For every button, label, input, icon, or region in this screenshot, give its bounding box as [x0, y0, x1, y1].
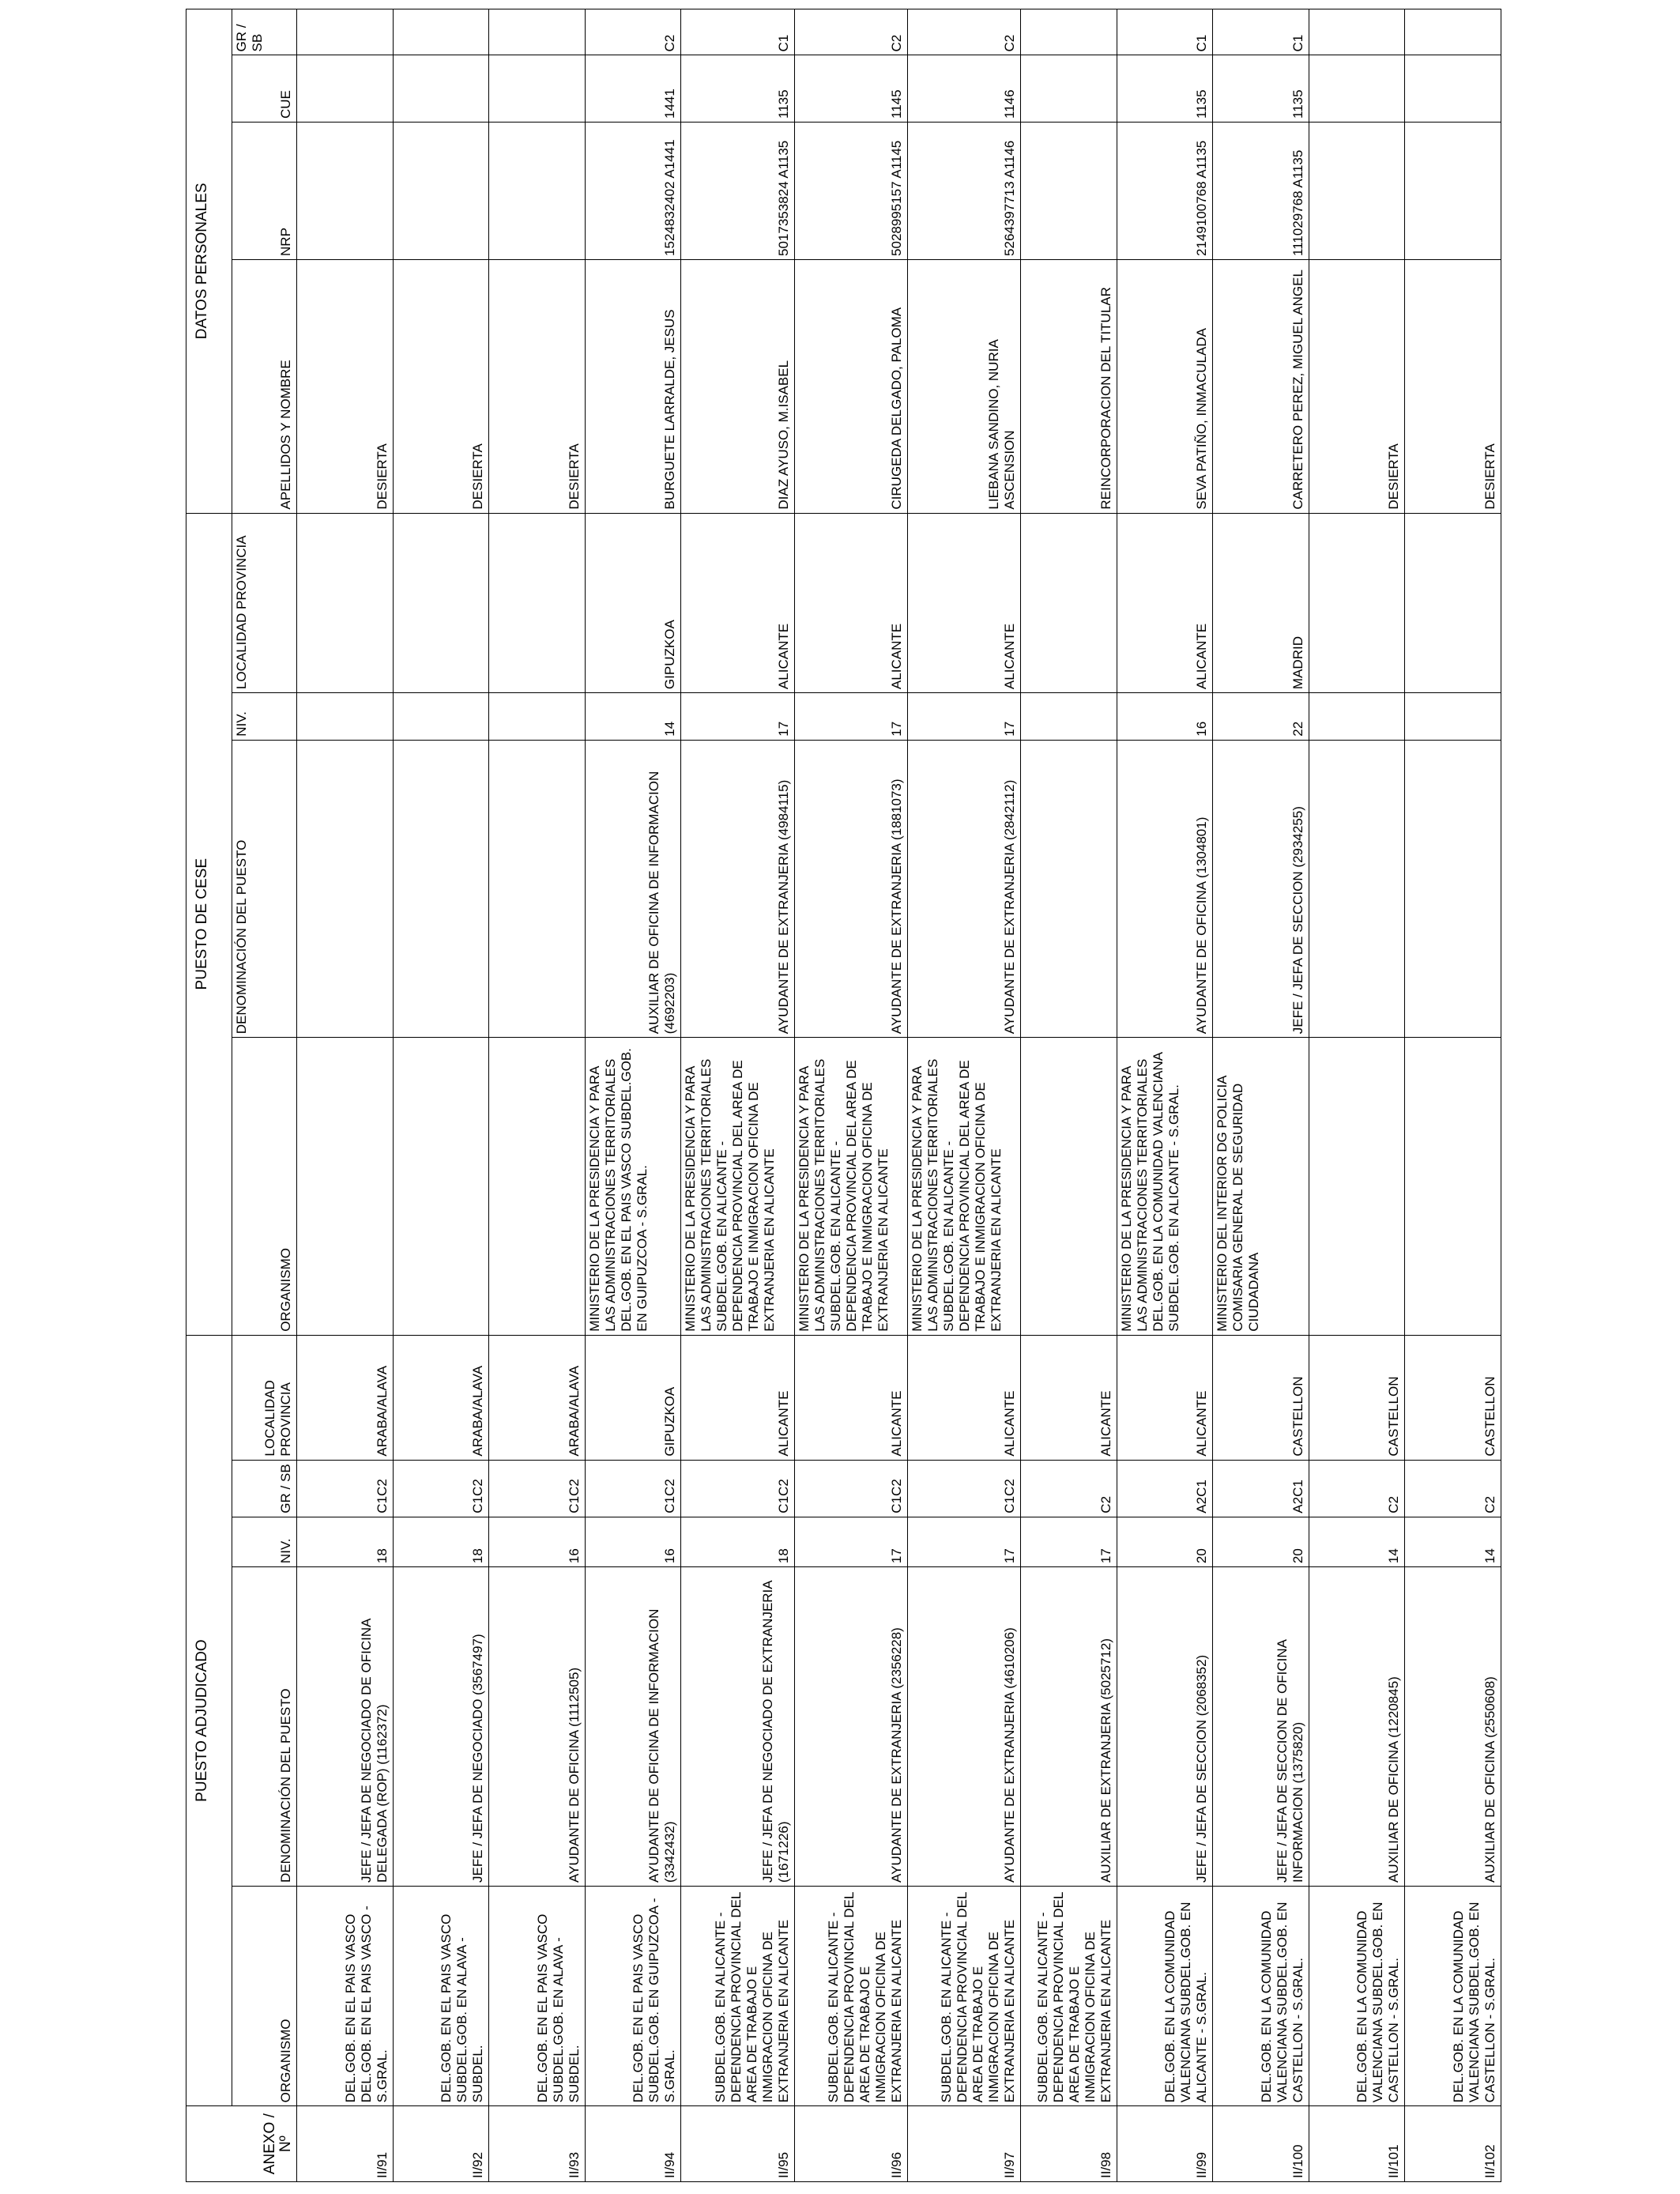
cell-cese-organismo — [393, 1038, 489, 1336]
cell-cue — [489, 55, 586, 123]
table-row — [1213, 9, 1309, 2182]
cell-adj-grsb: C1C2 — [585, 1460, 681, 1517]
cell-grsb — [393, 9, 489, 56]
table-row — [585, 9, 681, 2182]
cell-cese-niv: 22 — [1213, 693, 1309, 741]
cell-anexo: II/102 — [1405, 2106, 1501, 2182]
cell-cese-denominacion: AYUDANTE DE EXTRANJERIA (1881073) — [794, 740, 907, 1038]
cell-cese-organismo: MINISTERIO DE LA PRESIDENCIA Y PARA LAS ADMINISTRACIONES TERRITORIALES DEL.GOB. EN LA COMUNIDAD VALENCIANA SUBDEL.GOB. EN ALICANTE - S.GRAL. — [1117, 1038, 1213, 1336]
cell-cese-denominacion — [1020, 740, 1117, 1038]
cell-nrp: 5017353824 A1135 — [681, 123, 794, 260]
cell-cue: 1146 — [907, 55, 1020, 123]
cell-grsb: C2 — [794, 9, 907, 56]
cell-cese-niv: 16 — [1117, 693, 1213, 741]
cell-nrp: 5028995157 A1145 — [794, 123, 907, 260]
header-cese-localidad: LOCALIDAD PROVINCIA — [232, 513, 297, 692]
cell-adj-denominacion: AYUDANTE DE OFICINA (1112505) — [489, 1567, 586, 1887]
cell-adj-denominacion: AUXILIAR DE EXTRANJERIA (5025712) — [1020, 1567, 1117, 1887]
cell-cese-localidad: MADRID — [1213, 513, 1309, 692]
cell-adj-grsb: A2C1 — [1117, 1460, 1213, 1517]
table-row — [1020, 9, 1117, 2182]
cell-adj-organismo: SUBDEL.GOB. EN ALICANTE - DEPENDENCIA PROVINCIAL DEL AREA DE TRABAJO E INMIGRACION OFICINA DE EXTRANJERIA EN ALICANTE — [681, 1886, 794, 2105]
cell-cese-organismo: MINISTERIO DE LA PRESIDENCIA Y PARA LAS ADMINISTRACIONES TERRITORIALES DEL.GOB. EN EL PAIS VASCO SUBDEL.GOB. EN GUIPUZCOA - S.GRAL. — [585, 1038, 681, 1336]
cell-cue: 1145 — [794, 55, 907, 123]
cell-cese-niv — [489, 693, 586, 741]
table-row — [297, 9, 394, 2182]
cell-adj-organismo: DEL.GOB. EN LA COMUNIDAD VALENCIANA SUBDEL.GOB. EN CASTELLON - S.GRAL. — [1405, 1886, 1501, 2105]
cell-apellidos: CIRUGEDA DELGADO, PALOMA — [794, 259, 907, 513]
header-adj-organismo: ORGANISMO — [232, 1886, 297, 2105]
cell-adj-niv: 16 — [489, 1517, 586, 1566]
cell-adj-denominacion: AUXILIAR DE OFICINA (1220845) — [1309, 1567, 1405, 1887]
cell-apellidos: DESIERTA — [393, 259, 489, 513]
cell-adj-grsb: C2 — [1020, 1460, 1117, 1517]
cell-adj-denominacion: AYUDANTE DE EXTRANJERIA (4610206) — [907, 1567, 1020, 1887]
cell-cese-niv: 17 — [794, 693, 907, 741]
cell-cese-organismo — [297, 1038, 394, 1336]
cell-cese-denominacion: AYUDANTE DE EXTRANJERIA (4984115) — [681, 740, 794, 1038]
cell-adj-niv: 18 — [297, 1517, 394, 1566]
cell-cese-localidad — [1405, 513, 1501, 692]
cell-anexo: II/94 — [585, 2106, 681, 2182]
cell-cese-denominacion — [1309, 740, 1405, 1038]
header-anexo: ANEXO / Nº — [186, 2106, 297, 2182]
table-row — [393, 9, 489, 2182]
cell-cese-organismo — [1020, 1038, 1117, 1336]
cell-adj-organismo: DEL.GOB. EN EL PAIS VASCO SUBDEL.GOB. EN ALAVA - SUBDEL. — [393, 1886, 489, 2105]
cell-cese-denominacion: AYUDANTE DE OFICINA (1304801) — [1117, 740, 1213, 1038]
cell-cese-organismo: MINISTERIO DE LA PRESIDENCIA Y PARA LAS ADMINISTRACIONES TERRITORIALES SUBDEL.GOB. EN ALICANTE - DEPENDENCIA PROVINCIAL DEL AREA DE TRABAJO E INMIGRACION OFICINA DE EXTRANJERIA EN ALICANTE — [681, 1038, 794, 1336]
cell-cese-niv — [297, 693, 394, 741]
header-apellidos: APELLIDOS Y NOMBRE — [232, 259, 297, 513]
cell-apellidos: CARRETERO PEREZ, MIGUEL ANGEL — [1213, 259, 1309, 513]
cell-cese-organismo — [1405, 1038, 1501, 1336]
cell-apellidos: DESIERTA — [1405, 259, 1501, 513]
cell-nrp: 5264397713 A1146 — [907, 123, 1020, 260]
cell-nrp — [489, 123, 586, 260]
cell-adj-grsb: C1C2 — [297, 1460, 394, 1517]
cell-adj-organismo: DEL.GOB. EN EL PAIS VASCO DEL.GOB. EN EL PAIS VASCO - S.GRAL. — [297, 1886, 394, 2105]
cell-cese-denominacion: JEFE / JEFA DE SECCION (2934255) — [1213, 740, 1309, 1038]
cell-adj-grsb: C1C2 — [489, 1460, 586, 1517]
cell-adj-denominacion: JEFE / JEFA DE SECCION DE OFICINA INFORMACION (1375820) — [1213, 1567, 1309, 1887]
table-row — [489, 9, 586, 2182]
cell-adj-denominacion: JEFE / JEFA DE NEGOCIADO DE OFICINA DELEGADA (ROP) (1162372) — [297, 1567, 394, 1887]
cell-grsb: C2 — [585, 9, 681, 56]
cell-nrp — [297, 123, 394, 260]
cell-grsb: C2 — [907, 9, 1020, 56]
header-cue: CUE — [232, 55, 297, 123]
cell-cese-niv: 17 — [681, 693, 794, 741]
cell-cue: 1135 — [1117, 55, 1213, 123]
cell-apellidos: SEVA PATIÑO, INMACULADA — [1117, 259, 1213, 513]
cell-grsb — [297, 9, 394, 56]
cell-nrp — [1309, 123, 1405, 260]
cell-nrp — [393, 123, 489, 260]
cell-adj-grsb: C2 — [1405, 1460, 1501, 1517]
cell-cese-localidad — [489, 513, 586, 692]
cell-adj-grsb: C2 — [1309, 1460, 1405, 1517]
cell-adj-niv: 16 — [585, 1517, 681, 1566]
cell-nrp: 1524832402 A1441 — [585, 123, 681, 260]
cell-grsb — [1309, 9, 1405, 56]
cell-adj-localidad: ALICANTE — [1117, 1335, 1213, 1460]
cell-anexo: II/99 — [1117, 2106, 1213, 2182]
cell-adj-localidad: ALICANTE — [794, 1335, 907, 1460]
cell-apellidos: LIEBANA SANDINO, NURIA ASCENSION — [907, 259, 1020, 513]
cell-adj-localidad: GIPUZKOA — [585, 1335, 681, 1460]
cell-adj-organismo: SUBDEL.GOB. EN ALICANTE - DEPENDENCIA PROVINCIAL DEL AREA DE TRABAJO E INMIGRACION OFICINA DE EXTRANJERIA EN ALICANTE — [907, 1886, 1020, 2105]
cell-cese-denominacion — [1405, 740, 1501, 1038]
cell-adj-grsb: C1C2 — [907, 1460, 1020, 1517]
cell-adj-denominacion: JEFE / JEFA DE NEGOCIADO (3567497) — [393, 1567, 489, 1887]
cell-cue — [297, 55, 394, 123]
cell-cese-localidad: ALICANTE — [1117, 513, 1213, 692]
cell-apellidos: DESIERTA — [1309, 259, 1405, 513]
cell-cese-localidad: ALICANTE — [794, 513, 907, 692]
cell-apellidos: REINCORPORACION DEL TITULAR — [1020, 259, 1117, 513]
cell-adj-niv: 20 — [1213, 1517, 1309, 1566]
cell-cese-denominacion — [489, 740, 586, 1038]
cell-cese-localidad: GIPUZKOA — [585, 513, 681, 692]
table-row — [681, 9, 794, 2182]
header-cese-denominacion: DENOMINACIÓN DEL PUESTO — [232, 740, 297, 1038]
cell-adj-niv: 14 — [1405, 1517, 1501, 1566]
cell-adj-denominacion: AYUDANTE DE OFICINA DE INFORMACION (3342432) — [585, 1567, 681, 1887]
cell-anexo: II/96 — [794, 2106, 907, 2182]
cell-cue: 1135 — [1213, 55, 1309, 123]
cell-cue: 1441 — [585, 55, 681, 123]
cell-grsb — [489, 9, 586, 56]
table-row — [1405, 9, 1501, 2182]
header-puesto-de-cese: PUESTO DE CESE — [186, 513, 232, 1335]
cell-adj-organismo: DEL.GOB. EN LA COMUNIDAD VALENCIANA SUBDEL.GOB. EN CASTELLON - S.GRAL. — [1213, 1886, 1309, 2105]
cell-adj-grsb: C1C2 — [681, 1460, 794, 1517]
cell-nrp — [1020, 123, 1117, 260]
cell-cue — [1309, 55, 1405, 123]
cell-cese-organismo — [489, 1038, 586, 1336]
cell-adj-localidad: CASTELLON — [1405, 1335, 1501, 1460]
cell-cese-localidad — [393, 513, 489, 692]
cell-apellidos: DIAZ AYUSO, M.ISABEL — [681, 259, 794, 513]
cell-adj-niv: 18 — [681, 1517, 794, 1566]
cell-adj-denominacion: AUXILIAR DE OFICINA (2550608) — [1405, 1567, 1501, 1887]
cell-adj-organismo: DEL.GOB. EN EL PAIS VASCO SUBDEL.GOB. EN GUIPUZCOA - S.GRAL. — [585, 1886, 681, 2105]
cell-cue — [393, 55, 489, 123]
cell-cue — [1405, 55, 1501, 123]
cell-cese-niv — [1309, 693, 1405, 741]
cell-nrp: 111029768 A1135 — [1213, 123, 1309, 260]
table-row — [794, 9, 907, 2182]
cell-adj-organismo: DEL.GOB. EN LA COMUNIDAD VALENCIANA SUBDEL.GOB. EN ALICANTE - S.GRAL. — [1117, 1886, 1213, 2105]
cell-adj-organismo: DEL.GOB. EN EL PAIS VASCO SUBDEL.GOB. EN ALAVA - SUBDEL. — [489, 1886, 586, 2105]
cell-cese-localidad: ALICANTE — [681, 513, 794, 692]
cell-adj-localidad: CASTELLON — [1309, 1335, 1405, 1460]
cell-anexo: II/92 — [393, 2106, 489, 2182]
cell-adj-organismo: SUBDEL.GOB. EN ALICANTE - DEPENDENCIA PROVINCIAL DEL AREA DE TRABAJO E INMIGRACION OFICINA DE EXTRANJERIA EN ALICANTE — [794, 1886, 907, 2105]
cell-adj-localidad: ALICANTE — [681, 1335, 794, 1460]
table-row — [907, 9, 1020, 2182]
cell-cese-niv: 14 — [585, 693, 681, 741]
header-adj-niv: NIV. — [232, 1517, 297, 1566]
cell-anexo: II/91 — [297, 2106, 394, 2182]
cell-cese-organismo: MINISTERIO DE LA PRESIDENCIA Y PARA LAS ADMINISTRACIONES TERRITORIALES SUBDEL.GOB. EN ALICANTE - DEPENDENCIA PROVINCIAL DEL AREA DE TRABAJO E INMIGRACION OFICINA DE EXTRANJERIA EN ALICANTE — [907, 1038, 1020, 1336]
cell-cue: 1135 — [681, 55, 794, 123]
cell-cese-denominacion: AYUDANTE DE EXTRANJERIA (2842112) — [907, 740, 1020, 1038]
cell-adj-grsb: C1C2 — [794, 1460, 907, 1517]
cell-cue — [1020, 55, 1117, 123]
cell-cese-denominacion — [297, 740, 394, 1038]
rotated-page — [176, 0, 1504, 2194]
cell-nrp — [1405, 123, 1501, 260]
cell-grsb: C1 — [1117, 9, 1213, 56]
cell-cese-niv: 17 — [907, 693, 1020, 741]
cell-cese-localidad: ALICANTE — [907, 513, 1020, 692]
cell-adj-localidad: ARABA/ALAVA — [297, 1335, 394, 1460]
cell-apellidos: BURGUETE LARRALDE, JESUS — [585, 259, 681, 513]
cell-anexo: II/100 — [1213, 2106, 1309, 2182]
cell-adj-niv: 17 — [907, 1517, 1020, 1566]
cell-adj-niv: 17 — [794, 1517, 907, 1566]
header-puesto-adjudicado: PUESTO ADJUDICADO — [186, 1335, 232, 2106]
cell-nrp: 2149100768 A1135 — [1117, 123, 1213, 260]
cell-anexo: II/101 — [1309, 2106, 1405, 2182]
table-row — [1309, 9, 1405, 2182]
cell-apellidos: DESIERTA — [489, 259, 586, 513]
cell-adj-localidad: ALICANTE — [907, 1335, 1020, 1460]
header-adj-localidad: LOCALIDAD PROVINCIA — [232, 1335, 297, 1460]
table-row — [1117, 9, 1213, 2182]
cell-cese-organismo — [1309, 1038, 1405, 1336]
cell-cese-organismo: MINISTERIO DEL INTERIOR DG POLICIA COMISARIA GENERAL DE SEGURIDAD CIUDADANA — [1213, 1038, 1309, 1336]
cell-grsb — [1020, 9, 1117, 56]
cell-adj-localidad: ARABA/ALAVA — [489, 1335, 586, 1460]
cell-adj-niv: 20 — [1117, 1517, 1213, 1566]
cell-adj-grsb: A2C1 — [1213, 1460, 1309, 1517]
cell-cese-niv — [393, 693, 489, 741]
adjudication-table — [186, 9, 1501, 2182]
cell-adj-denominacion: JEFE / JEFA DE SECCION (2068352) — [1117, 1567, 1213, 1887]
cell-anexo: II/98 — [1020, 2106, 1117, 2182]
cell-cese-niv — [1405, 693, 1501, 741]
cell-anexo: II/93 — [489, 2106, 586, 2182]
cell-anexo: II/97 — [907, 2106, 1020, 2182]
cell-cese-organismo: MINISTERIO DE LA PRESIDENCIA Y PARA LAS ADMINISTRACIONES TERRITORIALES SUBDEL.GOB. EN ALICANTE - DEPENDENCIA PROVINCIAL DEL AREA DE TRABAJO E INMIGRACION OFICINA DE EXTRANJERIA EN ALICANTE — [794, 1038, 907, 1336]
cell-apellidos: DESIERTA — [297, 259, 394, 513]
header-cese-organismo: ORGANISMO — [232, 1038, 297, 1336]
cell-adj-grsb: C1C2 — [393, 1460, 489, 1517]
cell-adj-denominacion: JEFE / JEFA DE NEGOCIADO DE EXTRANJERIA (1671226) — [681, 1567, 794, 1887]
cell-cese-denominacion — [393, 740, 489, 1038]
cell-grsb: C1 — [681, 9, 794, 56]
cell-cese-localidad — [1020, 513, 1117, 692]
header-adj-grsb: GR / SB — [232, 1460, 297, 1517]
cell-adj-niv: 18 — [393, 1517, 489, 1566]
cell-adj-niv: 14 — [1309, 1517, 1405, 1566]
cell-cese-niv — [1020, 693, 1117, 741]
cell-adj-localidad: ALICANTE — [1020, 1335, 1117, 1460]
cell-grsb — [1405, 9, 1501, 56]
cell-adj-denominacion: AYUDANTE DE EXTRANJERIA (2356228) — [794, 1567, 907, 1887]
cell-adj-localidad: ARABA/ALAVA — [393, 1335, 489, 1460]
header-adj-denominacion: DENOMINACIÓN DEL PUESTO — [232, 1567, 297, 1887]
header-datos-personales: DATOS PERSONALES — [186, 9, 232, 514]
cell-anexo: II/95 — [681, 2106, 794, 2182]
cell-adj-organismo: SUBDEL.GOB. EN ALICANTE - DEPENDENCIA PROVINCIAL DEL AREA DE TRABAJO E INMIGRACION OFICINA DE EXTRANJERIA EN ALICANTE — [1020, 1886, 1117, 2105]
header-grsb: GR / SB — [232, 9, 297, 56]
cell-cese-localidad — [297, 513, 394, 692]
header-nrp: NRP — [232, 123, 297, 260]
cell-adj-localidad: CASTELLON — [1213, 1335, 1309, 1460]
cell-grsb: C1 — [1213, 9, 1309, 56]
cell-cese-denominacion: AUXILIAR DE OFICINA DE INFORMACION (4692203) — [585, 740, 681, 1038]
cell-cese-localidad — [1309, 513, 1405, 692]
cell-adj-niv: 17 — [1020, 1517, 1117, 1566]
header-cese-niv: NIV. — [232, 693, 297, 741]
cell-adj-organismo: DEL.GOB. EN LA COMUNIDAD VALENCIANA SUBDEL.GOB. EN CASTELLON - S.GRAL. — [1309, 1886, 1405, 2105]
